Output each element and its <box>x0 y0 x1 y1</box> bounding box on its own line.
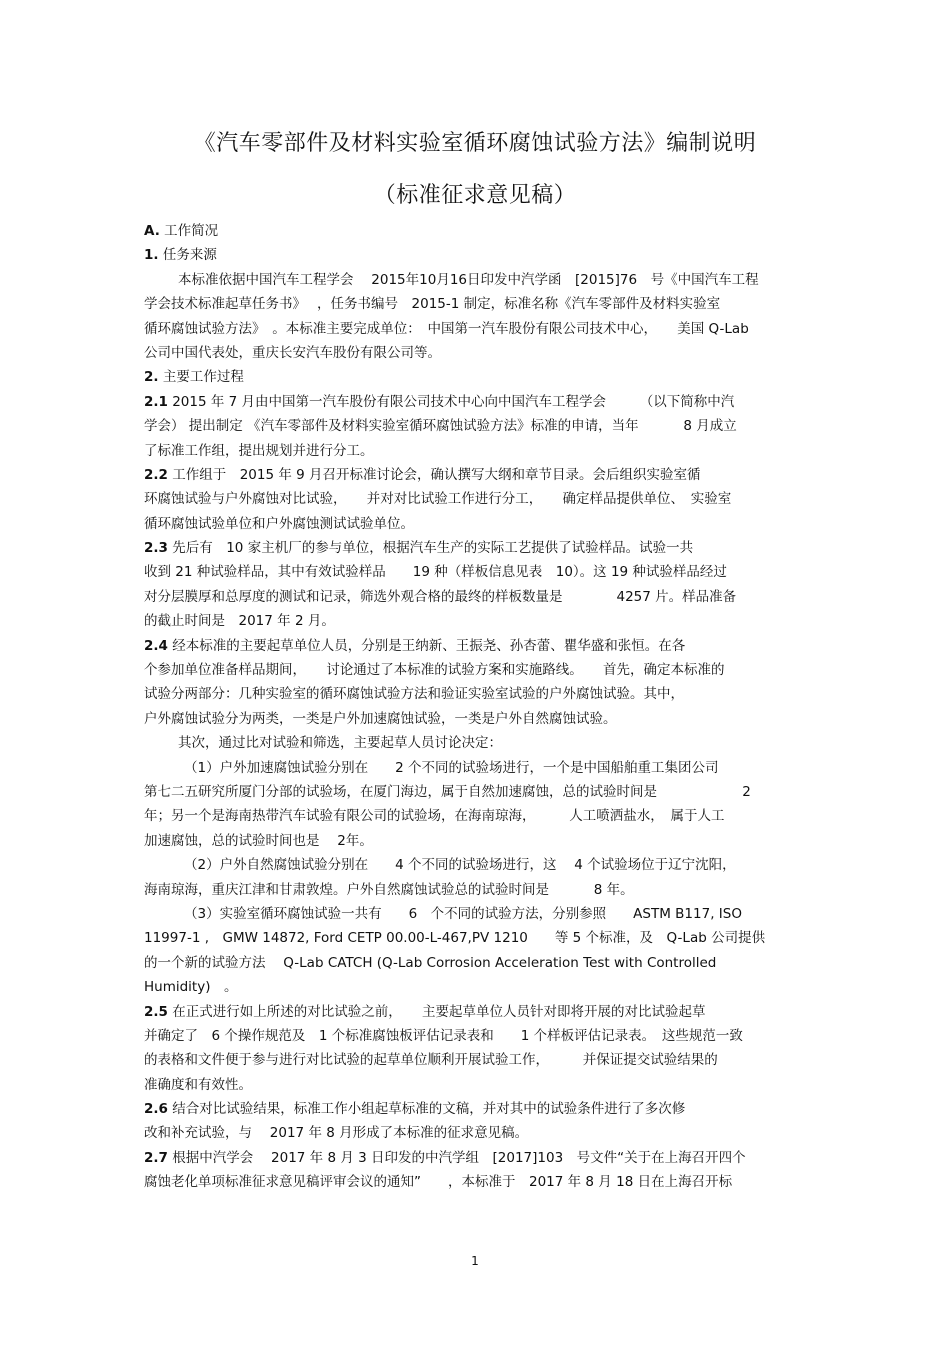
body-line <box>144 951 814 975</box>
body-line <box>144 585 814 609</box>
line-text: 收到 21 种试验样品，其中有效试验样品 19 种（样板信息见表 10）。这 19 种试验样品经过 <box>144 564 727 581</box>
body-line <box>144 1170 814 1194</box>
body-line <box>144 682 814 706</box>
body-line <box>144 975 814 999</box>
body-line <box>144 926 814 950</box>
body-line <box>144 219 814 243</box>
line-text: 试验分两部分：几种实验室的循环腐蚀试验方法和验证实验室试验的户外腐蚀试验。其中， <box>144 686 684 703</box>
body-line <box>144 317 814 341</box>
body-line <box>144 829 814 853</box>
line-text: 任务来源 <box>162 247 217 264</box>
section-number: 2.1 <box>144 393 168 410</box>
body-line <box>144 634 814 658</box>
body-line <box>144 1024 814 1048</box>
line-text: 年；另一个是海南热带汽车试验有限公司的试验场，在海南琼海， 人工喷洒盐水， 属于人工 <box>144 808 725 825</box>
body-line <box>144 756 814 780</box>
line-text: 先后有 10 家主机厂的参与单位，根据汽车生产的实际工艺提供了试验样品。试验一共 <box>172 540 694 557</box>
section-number: 2. <box>144 369 159 386</box>
body-line <box>144 463 814 487</box>
body-line <box>144 341 814 365</box>
line-text: 主要工作过程 <box>162 369 244 386</box>
line-text: （1）户外加速腐蚀试验分别在 2 个不同的试验场进行，一个是中国船舶重工集团公司 <box>184 759 719 776</box>
line-text: 个参加单位准备样品期间， 讨论通过了本标准的试验方案和实施路线。 首先，确定本标准的 <box>144 662 725 679</box>
line-text: 学会技术标准起草任务书》 ，任务书编号 2015-1 制定，标准名称《汽车零部件及材料实验室 <box>144 296 721 313</box>
body-line <box>144 512 814 536</box>
body-line <box>144 902 814 926</box>
document-title: 《汽车零部件及材料实验室循环腐蚀试验方法》编制说明 <box>193 131 757 156</box>
body-line <box>144 487 814 511</box>
line-text: 结合对比试验结果，标准工作小组起草标准的文稿，并对其中的试验条件进行了多次修 <box>172 1101 686 1118</box>
line-text: 11997-1 , GMW 14872, Ford CETP 00.00-L-467,PV 1210 等 5 个标准，及 Q-Lab 公司提供 <box>144 930 766 947</box>
section-number: 1. <box>144 247 159 264</box>
line-text: 2015 年 7 月由中国第一汽车股份有限公司技术中心向中国汽车工程学会 （以下简称中汽 <box>172 393 735 410</box>
line-text: 本标准依据中国汽车工程学会 2015年10月16日印发中汽学函 [2015]76 号《中国汽车工程 <box>178 271 759 288</box>
body-line <box>144 804 814 828</box>
body-line <box>144 1073 814 1097</box>
line-text: 经本标准的主要起草单位人员，分别是王纳新、王振尧、孙杏蕾、瞿华盛和张恒。在各 <box>172 637 686 654</box>
body-line <box>144 268 814 292</box>
line-text: （3）实验室循环腐蚀试验一共有 6 个不同的试验方法，分别参照 ASTM B117, ISO <box>184 905 742 922</box>
body-line <box>144 439 814 463</box>
section-number: 2.3 <box>144 540 168 557</box>
body-line <box>144 390 814 414</box>
body-line <box>144 365 814 389</box>
line-text: 学会） 提出制定 《汽车零部件及材料实验室循环腐蚀试验方法》标准的申请，当年 8 月成立 <box>144 418 737 435</box>
body-line <box>144 731 814 755</box>
body-line <box>144 243 814 267</box>
line-text: Humidity) 。 <box>144 979 238 996</box>
body-line <box>144 707 814 731</box>
section-number: 2.2 <box>144 466 168 483</box>
section-number: 2.7 <box>144 1149 168 1166</box>
line-text: 了标准工作组，提出规划并进行分工。 <box>144 442 374 459</box>
page-number: 1 <box>471 1254 479 1268</box>
line-text: 加速腐蚀，总的试验时间也是 2年。 <box>144 832 373 849</box>
line-text: 的一个新的试验方法 Q-Lab CATCH (Q-Lab Corrosion Acceleration Test with Controlled <box>144 954 717 971</box>
line-text: 环腐蚀试验与户外腐蚀对比试验， 并对对比试验工作进行分工， 确定样品提供单位、 实验室 <box>144 491 732 508</box>
line-text: 在正式进行如上所述的对比试验之前， 主要起草单位人员针对即将开展的对比试验起草 <box>172 1003 706 1020</box>
line-text: 改和补充试验，与 2017 年 8 月形成了本标准的征求意见稿。 <box>144 1125 529 1142</box>
line-text: 的截止时间是 2017 年 2 月。 <box>144 613 335 630</box>
body-line <box>144 1097 814 1121</box>
line-text: 户外腐蚀试验分为两类，一类是户外加速腐蚀试验，一类是户外自然腐蚀试验。 <box>144 710 617 727</box>
body-line <box>144 1121 814 1145</box>
section-number: A. <box>144 223 160 239</box>
body-line <box>144 853 814 877</box>
line-text: 海南琼海，重庆江津和甘肃敦煌。户外自然腐蚀试验总的试验时间是 8 年。 <box>144 881 634 898</box>
line-text: 循环腐蚀试验方法》 。本标准主要完成单位： 中国第一汽车股份有限公司技术中心， 美国 Q-Lab <box>144 320 749 337</box>
body-line <box>144 780 814 804</box>
line-text: 根据中汽学会 2017 年 8 月 3 日印发的中汽学组 [2017]103 号文件“关于在上海召开四个 <box>172 1149 746 1166</box>
line-text: 的表格和文件便于参与进行对比试验的起草单位顺利开展试验工作， 并保证提交试验结果的 <box>144 1052 718 1069</box>
section-number: 2.5 <box>144 1003 168 1020</box>
body-line <box>144 878 814 902</box>
line-text: 工作简况 <box>164 223 219 239</box>
line-text: 准确度和有效性。 <box>144 1076 252 1093</box>
line-text: 并确定了 6 个操作规范及 1 个标准腐蚀板评估记录表和 1 个样板评估记录表。 这些规范一致 <box>144 1027 743 1044</box>
body-line <box>144 292 814 316</box>
section-number: 2.6 <box>144 1101 168 1118</box>
body-line <box>144 1048 814 1072</box>
section-number: 2.4 <box>144 637 168 654</box>
body-line <box>144 658 814 682</box>
document-body <box>144 219 814 1195</box>
line-text: 循环腐蚀试验单位和户外腐蚀测试试验单位。 <box>144 515 414 532</box>
body-line <box>144 414 814 438</box>
line-text: 公司中国代表处，重庆长安汽车股份有限公司等。 <box>144 344 441 361</box>
line-text: 对分层膜厚和总厚度的测试和记录，筛选外观合格的最终的样板数量是 4257 片。样品准备 <box>144 588 737 605</box>
body-line <box>144 536 814 560</box>
document-subtitle: （标准征求意见稿） <box>373 183 577 208</box>
line-text: 腐蚀老化单项标准征求意见稿评审会议的通知” ，本标准于 2017 年 8 月 18 日在上海召开标 <box>144 1174 733 1191</box>
body-line <box>144 560 814 584</box>
line-text: （2）户外自然腐蚀试验分别在 4 个不同的试验场进行，这 4 个试验场位于辽宁沈阳， <box>184 857 736 874</box>
body-line <box>144 609 814 633</box>
body-line <box>144 1146 814 1170</box>
line-text: 工作组于 2015 年 9 月召开标准讨论会，确认撰写大纲和章节目录。会后组织实验室循 <box>172 466 701 483</box>
line-text: 第七二五研究所厦门分部的试验场，在厦门海边，属于自然加速腐蚀，总的试验时间是 2 <box>144 783 751 800</box>
line-text: 其次，通过比对试验和筛选，主要起草人员讨论决定： <box>178 735 502 752</box>
body-line <box>144 1000 814 1024</box>
